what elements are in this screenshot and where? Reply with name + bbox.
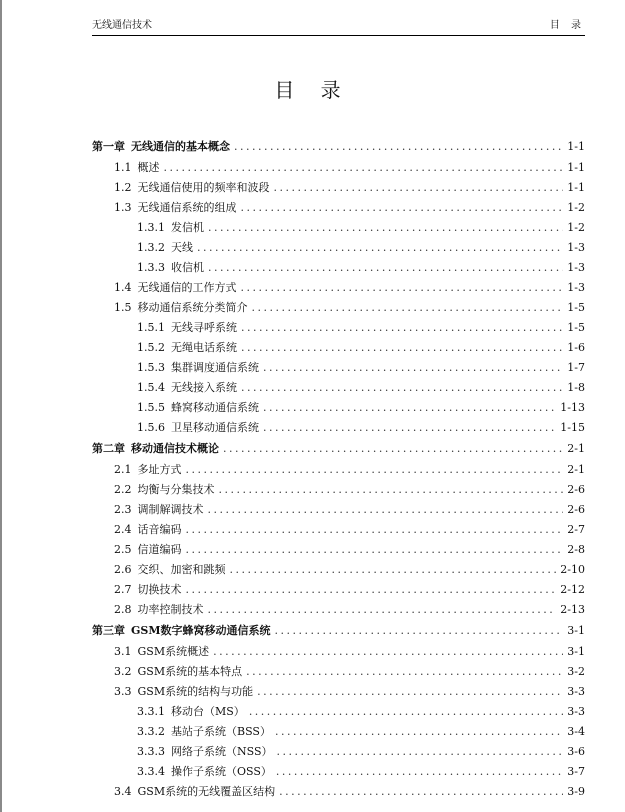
toc-entry[interactable] — [92, 722, 585, 742]
toc-entry[interactable] — [92, 378, 585, 398]
toc-entry-title: 话音编码 — [137, 523, 182, 536]
toc-leader-dots — [164, 158, 564, 178]
toc-entry-title: 无绳电话系统 — [171, 341, 237, 354]
toc-chapter-entry[interactable] — [92, 136, 585, 158]
toc-entry[interactable] — [92, 278, 585, 298]
header-book-title: 无线通信技术 — [92, 20, 152, 31]
toc-entry[interactable] — [92, 198, 585, 218]
toc-entry-number: 第三章 — [92, 624, 125, 637]
toc-entry-title: 无线通信系统的组成 — [137, 201, 237, 214]
toc-entry-number: 2.2 — [114, 483, 132, 496]
toc-entry-number: 1.4 — [114, 281, 132, 294]
header-rule — [92, 35, 585, 36]
toc-leader-dots — [249, 702, 563, 722]
toc-entry-number: 3.3.4 — [137, 765, 165, 778]
toc-entry-title: 无线寻呼系统 — [171, 321, 237, 334]
toc-entry[interactable] — [92, 238, 585, 258]
toc-leader-dots — [277, 742, 564, 762]
toc-chapter-entry[interactable] — [92, 620, 585, 642]
toc-entry-page: 3-7 — [567, 765, 585, 778]
toc-entry-number: 第二章 — [92, 442, 125, 455]
toc-entry-page: 1-3 — [567, 261, 585, 274]
toc-leader-dots — [234, 136, 563, 158]
toc-entry-title: 集群调度通信系统 — [171, 361, 259, 374]
toc-entry[interactable] — [92, 480, 585, 500]
toc-entry-page: 3-6 — [567, 745, 585, 758]
toc-leader-dots — [263, 358, 563, 378]
toc-entry-title: 调制解调技术 — [137, 503, 204, 516]
toc-entry-title: 无线通信的基本概念 — [131, 140, 230, 153]
toc-leader-dots — [186, 460, 564, 480]
toc-entry-number: 3.3.3 — [137, 745, 165, 758]
toc-entry-number: 1.5.5 — [137, 401, 165, 414]
toc-entry-number: 第一章 — [92, 140, 125, 153]
toc-entry-number: 1.5 — [114, 301, 132, 314]
toc-entry-page: 1-6 — [567, 341, 585, 354]
running-header — [92, 18, 585, 34]
toc-entry-number: 1.3.2 — [137, 241, 165, 254]
toc-entry-number: 2.7 — [114, 583, 132, 596]
toc-leader-dots — [276, 762, 563, 782]
toc-leader-dots — [230, 560, 557, 580]
toc-entry-title: 收信机 — [171, 261, 204, 274]
toc-leader-dots — [241, 378, 563, 398]
toc-entry[interactable] — [92, 520, 585, 540]
toc-entry-number: 2.1 — [114, 463, 132, 476]
toc-entry-page: 3-2 — [567, 665, 585, 678]
toc-entry[interactable] — [92, 742, 585, 762]
toc-leader-dots — [186, 520, 564, 540]
toc-entry-number: 3.2 — [114, 665, 132, 678]
toc-entry[interactable] — [92, 500, 585, 520]
toc-leader-dots — [257, 682, 563, 702]
toc-entry[interactable] — [92, 762, 585, 782]
toc-leader-dots — [263, 418, 556, 438]
toc-entry[interactable] — [92, 782, 585, 802]
toc-leader-dots — [279, 782, 563, 802]
toc-entry[interactable] — [92, 642, 585, 662]
toc-leader-dots — [241, 278, 564, 298]
toc-entry[interactable] — [92, 540, 585, 560]
toc-entry-page: 1-8 — [567, 381, 585, 394]
toc-entry-number: 2.8 — [114, 603, 132, 616]
toc-entry-page: 2-12 — [560, 583, 585, 596]
toc-entry[interactable] — [92, 358, 585, 378]
table-of-contents — [92, 136, 585, 802]
toc-entry-page: 3-3 — [567, 685, 585, 698]
toc-leader-dots — [275, 620, 564, 642]
toc-entry-page: 2-6 — [567, 483, 585, 496]
toc-entry-title: 移动通信系统分类简介 — [137, 301, 248, 314]
toc-entry-title: 发信机 — [171, 221, 204, 234]
toc-entry-title: GSM系统的基本特点 — [137, 665, 243, 678]
toc-entry[interactable] — [92, 298, 585, 318]
toc-leader-dots — [241, 198, 564, 218]
toc-entry-page: 2-8 — [567, 543, 585, 556]
toc-leader-dots — [241, 338, 563, 358]
toc-entry-title: GSM数字蜂窝移动通信系统 — [131, 624, 271, 637]
header-section-title: 目 录 — [549, 20, 585, 31]
toc-entry-title: 无线接入系统 — [171, 381, 237, 394]
toc-entry-number: 3.3.2 — [137, 725, 165, 738]
toc-entry-page: 1-2 — [567, 201, 585, 214]
toc-entry-page: 1-2 — [567, 221, 585, 234]
toc-entry[interactable] — [92, 398, 585, 418]
toc-entry-number: 1.5.6 — [137, 421, 165, 434]
toc-entry-page: 1-15 — [560, 421, 585, 434]
toc-entry[interactable] — [92, 560, 585, 580]
toc-leader-dots — [186, 580, 557, 600]
toc-entry-page: 1-3 — [567, 241, 585, 254]
toc-leader-dots — [246, 662, 563, 682]
toc-entry-title: 卫星移动通信系统 — [171, 421, 259, 434]
toc-entry-page: 1-7 — [567, 361, 585, 374]
toc-entry-title: GSM系统的无线覆盖区结构 — [137, 785, 276, 798]
toc-entry-number: 3.3 — [114, 685, 132, 698]
toc-entry[interactable] — [92, 318, 585, 338]
toc-entry-page: 1-1 — [567, 161, 585, 174]
toc-leader-dots — [275, 722, 563, 742]
toc-leader-dots — [213, 642, 563, 662]
toc-entry-page: 2-13 — [560, 603, 585, 616]
toc-entry-title: 无线通信的工作方式 — [137, 281, 237, 294]
toc-entry-page: 2-6 — [567, 503, 585, 516]
toc-leader-dots — [263, 398, 556, 418]
toc-leader-dots — [208, 218, 563, 238]
toc-entry-page: 3-3 — [567, 705, 585, 718]
page-title: 目 录 — [274, 78, 351, 102]
toc-entry[interactable] — [92, 600, 585, 620]
toc-entry[interactable] — [92, 580, 585, 600]
toc-entry-page: 3-1 — [567, 645, 585, 658]
toc-leader-dots — [208, 500, 564, 520]
toc-entry-number: 1.3.1 — [137, 221, 165, 234]
toc-leader-dots — [186, 540, 564, 560]
toc-entry-page: 3-4 — [567, 725, 585, 738]
toc-entry[interactable] — [92, 258, 585, 278]
toc-entry-number: 1.1 — [114, 161, 132, 174]
toc-entry-number: 1.2 — [114, 181, 132, 194]
toc-entry-title: 均衡与分集技术 — [137, 483, 215, 496]
toc-entry-page: 1-5 — [567, 321, 585, 334]
toc-entry[interactable] — [92, 460, 585, 480]
toc-entry-page: 1-1 — [567, 181, 585, 194]
toc-entry-page: 2-7 — [567, 523, 585, 536]
toc-entry-number: 2.5 — [114, 543, 132, 556]
toc-entry-page: 2-10 — [560, 563, 585, 576]
toc-entry-number: 2.4 — [114, 523, 132, 536]
toc-leader-dots — [208, 600, 557, 620]
toc-entry-number: 1.5.1 — [137, 321, 165, 334]
toc-entry-title: 网络子系统（NSS） — [171, 745, 273, 758]
toc-entry-title: 天线 — [171, 241, 193, 254]
toc-entry-title: 交织、加密和跳频 — [137, 563, 226, 576]
toc-leader-dots — [197, 238, 563, 258]
toc-leader-dots — [274, 178, 564, 198]
toc-entry-page: 2-1 — [567, 463, 585, 476]
toc-entry-title: GSM系统概述 — [137, 645, 210, 658]
toc-entry-page: 3-9 — [567, 785, 585, 798]
toc-entry[interactable] — [92, 158, 585, 178]
toc-entry[interactable] — [92, 662, 585, 682]
toc-leader-dots — [219, 480, 564, 500]
toc-entry-page: 2-1 — [567, 442, 585, 455]
toc-entry-number: 2.6 — [114, 563, 132, 576]
toc-entry-page: 1-1 — [567, 140, 585, 153]
toc-entry-number: 3.3.1 — [137, 705, 165, 718]
toc-entry[interactable] — [92, 218, 585, 238]
toc-chapter-entry[interactable] — [92, 438, 585, 460]
toc-entry[interactable] — [92, 178, 585, 198]
toc-entry[interactable] — [92, 338, 585, 358]
toc-entry-title: 信道编码 — [137, 543, 182, 556]
toc-entry-title: 切换技术 — [137, 583, 182, 596]
toc-leader-dots — [208, 258, 563, 278]
toc-entry-title: GSM系统的结构与功能 — [137, 685, 254, 698]
toc-entry[interactable] — [92, 682, 585, 702]
toc-leader-dots — [252, 298, 564, 318]
toc-entry-title: 无线通信使用的频率和波段 — [137, 181, 270, 194]
toc-entry-title: 移动台（MS） — [171, 705, 245, 718]
toc-entry-number: 1.5.2 — [137, 341, 165, 354]
toc-entry-title: 蜂窝移动通信系统 — [171, 401, 259, 414]
toc-entry-number: 1.5.4 — [137, 381, 165, 394]
toc-entry-page: 1-13 — [560, 401, 585, 414]
toc-entry-title: 概述 — [137, 161, 160, 174]
toc-entry-number: 2.3 — [114, 503, 132, 516]
toc-leader-dots — [241, 318, 563, 338]
toc-entry-page: 3-1 — [567, 624, 585, 637]
toc-entry[interactable] — [92, 702, 585, 722]
toc-entry-page: 1-5 — [567, 301, 585, 314]
toc-entry-title: 操作子系统（OSS） — [171, 765, 272, 778]
toc-entry-title: 多址方式 — [137, 463, 182, 476]
toc-entry-number: 1.3 — [114, 201, 132, 214]
toc-entry-number: 1.5.3 — [137, 361, 165, 374]
toc-entry-number: 3.4 — [114, 785, 132, 798]
toc-entry-page: 1-3 — [567, 281, 585, 294]
toc-entry[interactable] — [92, 418, 585, 438]
page-left-border — [0, 0, 2, 812]
toc-leader-dots — [223, 438, 563, 460]
toc-entry-title: 基站子系统（BSS） — [171, 725, 271, 738]
toc-entry-number: 3.1 — [114, 645, 132, 658]
toc-entry-title: 移动通信技术概论 — [131, 442, 219, 455]
toc-entry-number: 1.3.3 — [137, 261, 165, 274]
toc-entry-title: 功率控制技术 — [137, 603, 204, 616]
